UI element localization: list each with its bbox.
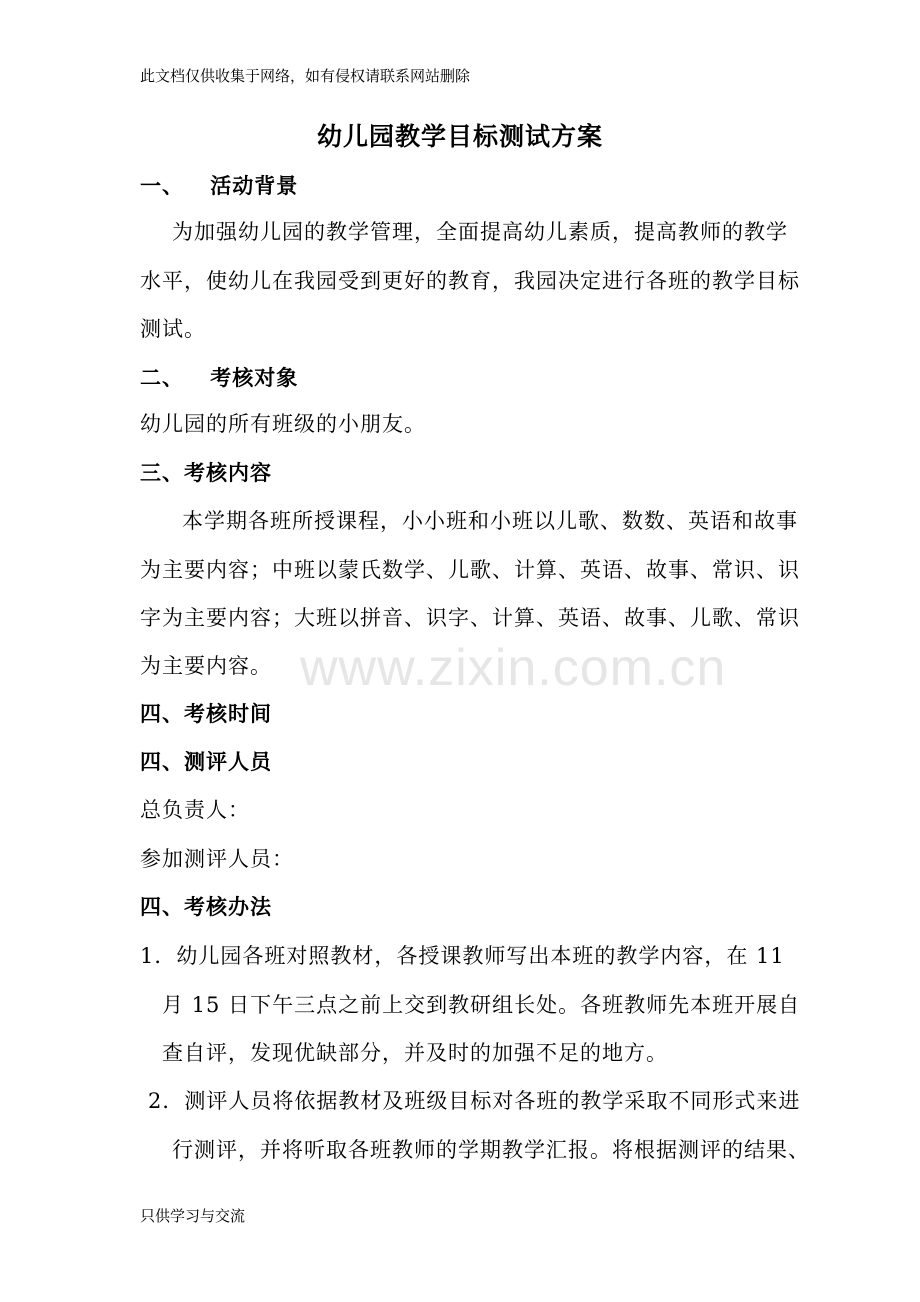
paragraph-line: 幼儿园的所有班级的小朋友。 (140, 412, 426, 436)
section-heading-time: 四、考核时间 (140, 701, 272, 726)
paragraph-line: 为主要内容。 (140, 654, 272, 678)
paragraph-line: 字为主要内容；大班以拼音、识字、计算、英语、故事、儿歌、常识 (140, 606, 800, 630)
list-item-line: 月 15 日下午三点之前上交到教研组长处。各班教师先本班开展自 (162, 993, 801, 1017)
list-item-line: 行测评，并将听取各班教师的学期教学汇报。将根据测评的结果、 (172, 1138, 810, 1162)
watermark: www.zixin.com.cn (300, 639, 727, 697)
section-heading-background: 一、 活动背景 (140, 173, 299, 198)
section-heading-target: 二、 考核对象 (140, 365, 299, 390)
paragraph-line: 为加强幼儿园的教学管理，全面提高幼儿素质，提高教师的教学 (172, 220, 788, 244)
paragraph-line: 为主要内容；中班以蒙氏数学、儿歌、计算、英语、故事、常识、识 (140, 558, 800, 582)
section-heading-content: 三、考核内容 (140, 460, 272, 485)
footer-note: 只供学习与交流 (140, 1207, 246, 1225)
participants-label: 参加测评人员： (140, 847, 294, 871)
section-heading-evaluators: 四、测评人员 (140, 749, 272, 774)
list-item-line: 查自评，发现优缺部分，并及时的加强不足的地方。 (162, 1041, 668, 1065)
paragraph-line: 本学期各班所授课程，小小班和小班以儿歌、数数、英语和故事 (182, 509, 798, 533)
chief-responsible-label: 总负责人： (140, 798, 250, 822)
list-item-line: 1．幼儿园各班对照教材，各授课教师写出本班的教学内容，在 11 (140, 944, 785, 968)
paragraph-line: 水平，使幼儿在我园受到更好的教育，我园决定进行各班的教学目标 (140, 269, 800, 293)
document-title: 幼儿园教学目标测试方案 (316, 122, 603, 151)
list-item-line: 2．测评人员将依据教材及班级目标对各班的教学采取不同形式来进 (148, 1089, 801, 1113)
header-note: 此文档仅供收集于网络，如有侵权请联系网站删除 (140, 67, 471, 85)
paragraph-line: 测试。 (140, 317, 206, 341)
section-heading-method: 四、考核办法 (140, 894, 272, 919)
